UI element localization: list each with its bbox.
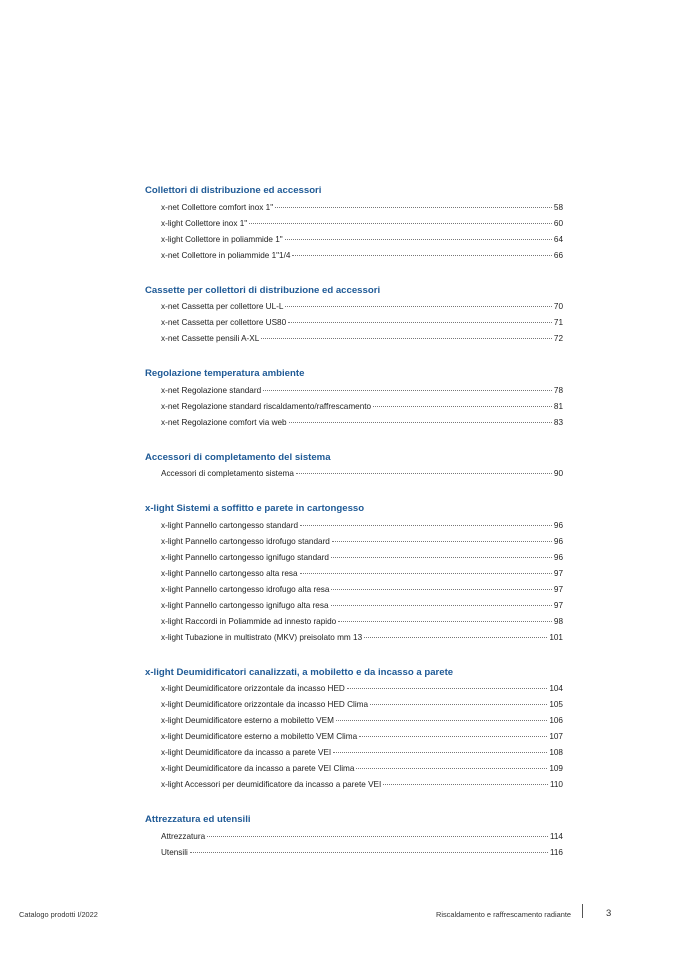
entry-label: x-light Deumidificatore esterno a mobiletto VEM Clima <box>161 732 358 741</box>
toc-entry[interactable] <box>145 415 563 431</box>
dot-leader <box>190 852 548 853</box>
entry-page-number: 98 <box>553 616 563 626</box>
dot-leader <box>370 704 547 705</box>
entry-label: x-light Raccordi in Poliammide ad innesto rapido <box>161 616 337 626</box>
footer-catalog-label: Catalogo prodotti I/2022 <box>19 910 98 919</box>
toc-section <box>145 812 563 861</box>
toc-entry[interactable] <box>145 200 563 216</box>
toc-entry[interactable] <box>145 845 563 861</box>
toc-entry[interactable] <box>145 534 563 550</box>
dot-leader <box>261 338 552 339</box>
dot-leader <box>333 752 547 753</box>
entry-page-number: 97 <box>553 584 563 594</box>
section-title: Cassette per collettori di distribuzione ed accessori <box>145 284 381 296</box>
toc-entry[interactable] <box>145 331 563 347</box>
toc-entry[interactable] <box>145 761 563 777</box>
entry-label: x-light Deumidificatore orizzontale da incasso HED <box>161 684 345 693</box>
section-title: Accessori di completamento del sistema <box>145 451 331 463</box>
toc-entry[interactable] <box>145 681 563 697</box>
dot-leader <box>285 239 552 240</box>
toc-entry[interactable] <box>145 697 563 713</box>
dot-leader <box>338 621 552 622</box>
toc-entry[interactable] <box>145 550 563 566</box>
dot-leader <box>288 322 552 323</box>
page-number: 3 <box>606 908 612 919</box>
dot-leader <box>289 422 552 423</box>
dot-leader <box>331 557 552 558</box>
entry-label: x-light Deumidificatore orizzontale da incasso HED Clima <box>161 700 369 709</box>
dot-leader <box>263 390 552 391</box>
toc-entry[interactable] <box>145 383 563 399</box>
entry-label: x-light Deumidificatore da incasso a parete VEI <box>161 748 332 757</box>
dot-leader <box>347 688 547 689</box>
entry-label: x-net Regolazione comfort via web <box>161 417 287 427</box>
dot-leader <box>336 720 547 721</box>
section-title: Regolazione temperatura ambiente <box>145 368 305 379</box>
toc-entry[interactable] <box>145 745 563 761</box>
dot-leader <box>275 207 552 208</box>
entry-label: x-light Pannello cartongesso ignifugo standard <box>161 552 329 562</box>
entry-label: x-net Regolazione standard <box>161 385 262 395</box>
dot-leader <box>300 525 552 526</box>
toc-entry[interactable] <box>145 466 563 482</box>
entry-page-number: 116 <box>549 847 563 857</box>
toc-entry[interactable] <box>145 399 563 415</box>
toc-section <box>145 501 563 646</box>
entry-label: x-net Collettore in poliammide 1"1/4 <box>161 250 291 260</box>
entry-label: Utensili <box>161 847 188 857</box>
entry-label: x-net Cassetta per collettore UL-L <box>161 302 284 311</box>
entry-label: x-light Pannello cartongesso idrofugo standard <box>161 536 330 546</box>
entry-page-number: 96 <box>553 520 563 530</box>
entry-page-number: 104 <box>549 684 563 693</box>
section-title: Collettori di distribuzione ed accessori <box>145 185 322 196</box>
toc-section <box>145 283 563 348</box>
section-title: Attrezzatura ed utensili <box>145 814 251 825</box>
toc-entry[interactable] <box>145 777 563 793</box>
section-title: x-light Deumidificatori canalizzati, a mobiletto e da incasso a parete <box>145 666 454 678</box>
entry-label: x-light Pannello cartongesso ignifugo alta resa <box>161 600 329 610</box>
entry-page-number: 72 <box>553 334 563 343</box>
entry-label: x-light Pannello cartongesso idrofugo alta resa <box>161 584 330 594</box>
entry-label: x-light Deumidificatore da incasso a parete VEI Clima <box>161 764 355 773</box>
entry-page-number: 109 <box>549 764 563 773</box>
toc-section <box>145 450 563 483</box>
dot-leader <box>207 836 548 837</box>
toc-entry[interactable] <box>145 598 563 614</box>
entry-page-number: 64 <box>553 234 563 244</box>
entry-label: Accessori di completamento sistema <box>161 469 294 478</box>
toc-entry[interactable] <box>145 518 563 534</box>
footer-divider <box>582 904 583 918</box>
dot-leader <box>364 637 547 638</box>
entry-page-number: 96 <box>553 536 563 546</box>
dot-leader <box>331 589 551 590</box>
entry-label: x-net Collettore comfort inox 1" <box>161 202 274 212</box>
dot-leader <box>285 306 551 307</box>
entry-label: x-net Regolazione standard riscaldamento/raffrescamento <box>161 401 372 411</box>
entry-page-number: 97 <box>553 568 563 578</box>
entry-label: x-light Tubazione in multistrato (MKV) preisolato mm 13 <box>161 632 363 642</box>
entry-page-number: 60 <box>553 218 563 228</box>
toc-entry[interactable] <box>145 315 563 331</box>
entry-page-number: 108 <box>549 748 563 757</box>
entry-label: x-net Cassetta per collettore US80 <box>161 318 287 327</box>
entry-page-number: 107 <box>549 732 563 741</box>
section-title: x-light Sistemi a soffitto e parete in cartongesso <box>145 503 365 514</box>
toc-section <box>145 665 563 794</box>
entry-page-number: 66 <box>553 250 563 260</box>
entry-page-number: 81 <box>553 401 563 411</box>
dot-leader <box>296 473 552 474</box>
toc-entry[interactable] <box>145 248 563 264</box>
entry-page-number: 101 <box>549 632 563 642</box>
entry-label: Attrezzatura <box>161 831 206 841</box>
entry-page-number: 114 <box>549 831 563 841</box>
toc-entry[interactable] <box>145 829 563 845</box>
entry-page-number: 83 <box>553 417 563 427</box>
toc-entry[interactable] <box>145 582 563 598</box>
entry-page-number: 78 <box>553 385 563 395</box>
entry-page-number: 71 <box>553 318 563 327</box>
dot-leader <box>300 573 552 574</box>
entry-page-number: 97 <box>553 600 563 610</box>
dot-leader <box>332 541 552 542</box>
entry-page-number: 90 <box>553 469 563 478</box>
toc-entry[interactable] <box>145 713 563 729</box>
entry-page-number: 96 <box>553 552 563 562</box>
dot-leader <box>331 605 552 606</box>
entry-label: x-light Pannello cartongesso alta resa <box>161 568 298 578</box>
dot-leader <box>356 768 547 769</box>
toc-entry[interactable] <box>145 566 563 582</box>
entry-label: x-light Deumidificatore esterno a mobiletto VEM <box>161 716 334 725</box>
toc-entry[interactable] <box>145 630 563 646</box>
entry-label: x-net Cassette pensili A-XL <box>161 334 260 343</box>
entry-label: x-light Collettore inox 1" <box>161 218 248 228</box>
dot-leader <box>292 255 551 256</box>
entry-page-number: 70 <box>553 302 563 311</box>
entry-page-number: 58 <box>553 202 563 212</box>
toc-entry[interactable] <box>145 614 563 630</box>
entry-page-number: 105 <box>549 700 563 709</box>
toc-entry[interactable] <box>145 299 563 315</box>
toc-entry[interactable] <box>145 232 563 248</box>
toc-entry[interactable] <box>145 729 563 745</box>
entry-page-number: 110 <box>549 780 563 789</box>
entry-label: x-light Collettore in poliammide 1" <box>161 234 283 244</box>
entry-label: x-light Pannello cartongesso standard <box>161 520 298 530</box>
toc-section <box>145 366 563 431</box>
dot-leader <box>359 736 547 737</box>
dot-leader <box>383 784 548 785</box>
footer-section-label: Riscaldamento e raffrescamento radiante <box>436 910 572 919</box>
toc-section <box>145 183 563 264</box>
toc-entry[interactable] <box>145 216 563 232</box>
dot-leader <box>373 406 552 407</box>
entry-label: x-light Accessori per deumidificatore da incasso a parete VEI <box>161 780 382 789</box>
table-of-contents <box>145 183 563 880</box>
dot-leader <box>249 223 552 224</box>
entry-page-number: 106 <box>549 716 563 725</box>
